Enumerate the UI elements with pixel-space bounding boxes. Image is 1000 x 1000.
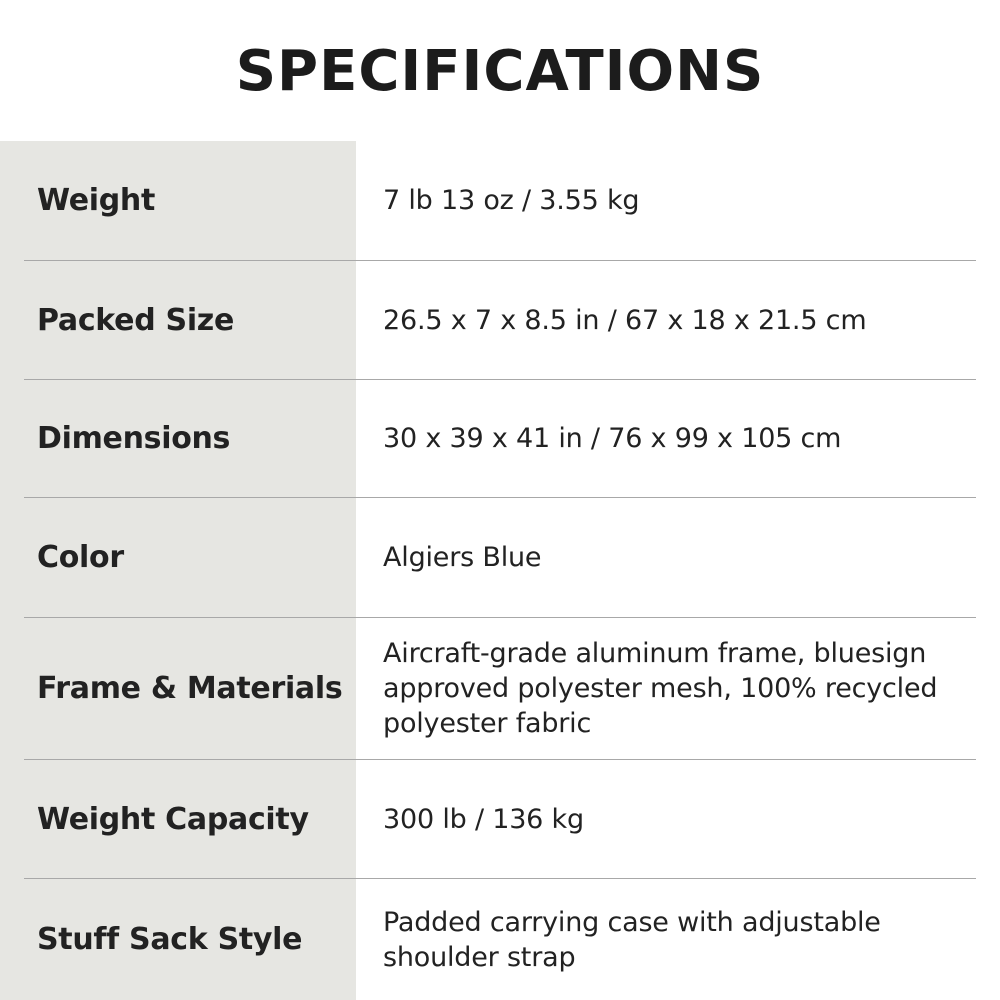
spec-value: 26.5 x 7 x 8.5 in / 67 x 18 x 21.5 cm [383,304,867,336]
spec-value: Padded carrying case with adjustable shoulder strap [383,906,881,973]
spec-label: Dimensions [37,421,231,456]
spec-row-weight-capacity [0,760,1000,878]
spec-value: Aircraft-grade aluminum frame, bluesign approved polyester mesh, 100% recycled polyester fabric [383,638,938,739]
spec-value: 7 lb 13 oz / 3.55 kg [383,185,640,216]
spec-label: Color [37,540,124,575]
spec-value: 300 lb / 136 kg [383,803,584,835]
spec-label: Weight Capacity [37,801,309,837]
spec-row-weight [0,141,1000,260]
spec-row-frame-materials [0,618,1000,759]
spec-value: 30 x 39 x 41 in / 76 x 99 x 105 cm [383,423,842,454]
spec-label: Stuff Sack Style [37,922,303,957]
spec-label: Weight [37,183,156,218]
spec-value: Algiers Blue [383,542,542,573]
spec-row-stuff-sack-style [0,879,1000,1000]
page-title: SPECIFICATIONS [235,39,765,104]
spec-label: Packed Size [37,302,235,338]
spec-row-color [0,498,1000,617]
spec-row-packed-size [0,261,1000,379]
spec-row-dimensions [0,380,1000,497]
spec-label: Frame & Materials [37,671,343,706]
